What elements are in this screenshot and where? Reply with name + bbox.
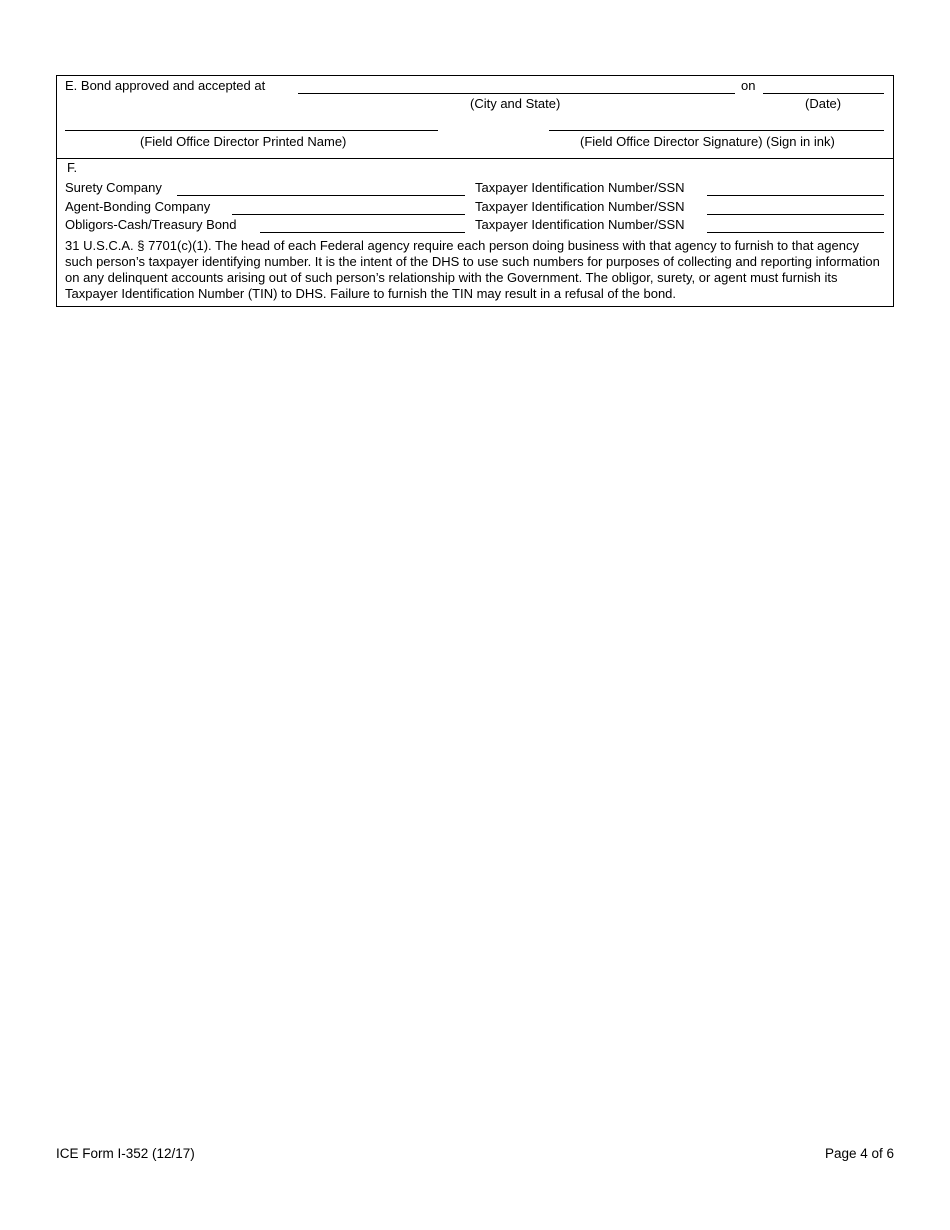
obligors-tin-field[interactable] — [707, 232, 884, 233]
director-printed-name-field[interactable] — [65, 130, 438, 131]
agent-tin-field[interactable] — [707, 214, 884, 215]
obligors-label: Obligors-Cash/Treasury Bond — [65, 217, 237, 232]
date-field[interactable] — [763, 93, 884, 94]
date-caption: (Date) — [805, 96, 842, 111]
agent-tin-label: Taxpayer Identification Number/SSN — [475, 199, 685, 214]
on-label: on — [741, 78, 756, 93]
agent-bonding-company-field[interactable] — [232, 214, 465, 215]
surety-company-label: Surety Company — [65, 180, 162, 195]
form-id: ICE Form I-352 (12/17) — [56, 1146, 195, 1161]
page-number: Page 4 of 6 — [824, 1146, 894, 1161]
agent-bonding-company-label: Agent-Bonding Company — [65, 199, 211, 214]
obligors-field[interactable] — [260, 232, 465, 233]
printed-name-caption: (Field Office Director Printed Name) — [140, 134, 347, 149]
surety-tin-label: Taxpayer Identification Number/SSN — [475, 180, 685, 195]
section-divider — [56, 158, 894, 159]
tin-privacy-notice: 31 U.S.C.A. § 7701(c)(1). The head of each Federal agency require each person doing business with that agency to furnish to that agency such person’s taxpayer identifying number. It is the intent of the DHS to use such numbers for purposes of collecting and reporting information on any delinquent accounts arising out of such person’s relationship with the Government. The obligor, surety, or agent must furnish its Taxpayer Identification Number (TIN) to DHS. Failure to furnish the TIN may result in a refusal of the bond. — [65, 238, 880, 301]
signature-caption: (Field Office Director Signature) (Sign in ink) — [580, 134, 835, 149]
surety-tin-field[interactable] — [707, 195, 884, 196]
obligors-tin-label: Taxpayer Identification Number/SSN — [475, 217, 685, 232]
surety-company-field[interactable] — [177, 195, 465, 196]
city-state-caption: (City and State) — [470, 96, 561, 111]
bond-approved-label: E. Bond approved and accepted at — [65, 78, 266, 93]
director-signature-field[interactable] — [549, 130, 884, 131]
section-f-label: F. — [67, 160, 78, 175]
city-state-field[interactable] — [298, 93, 735, 94]
